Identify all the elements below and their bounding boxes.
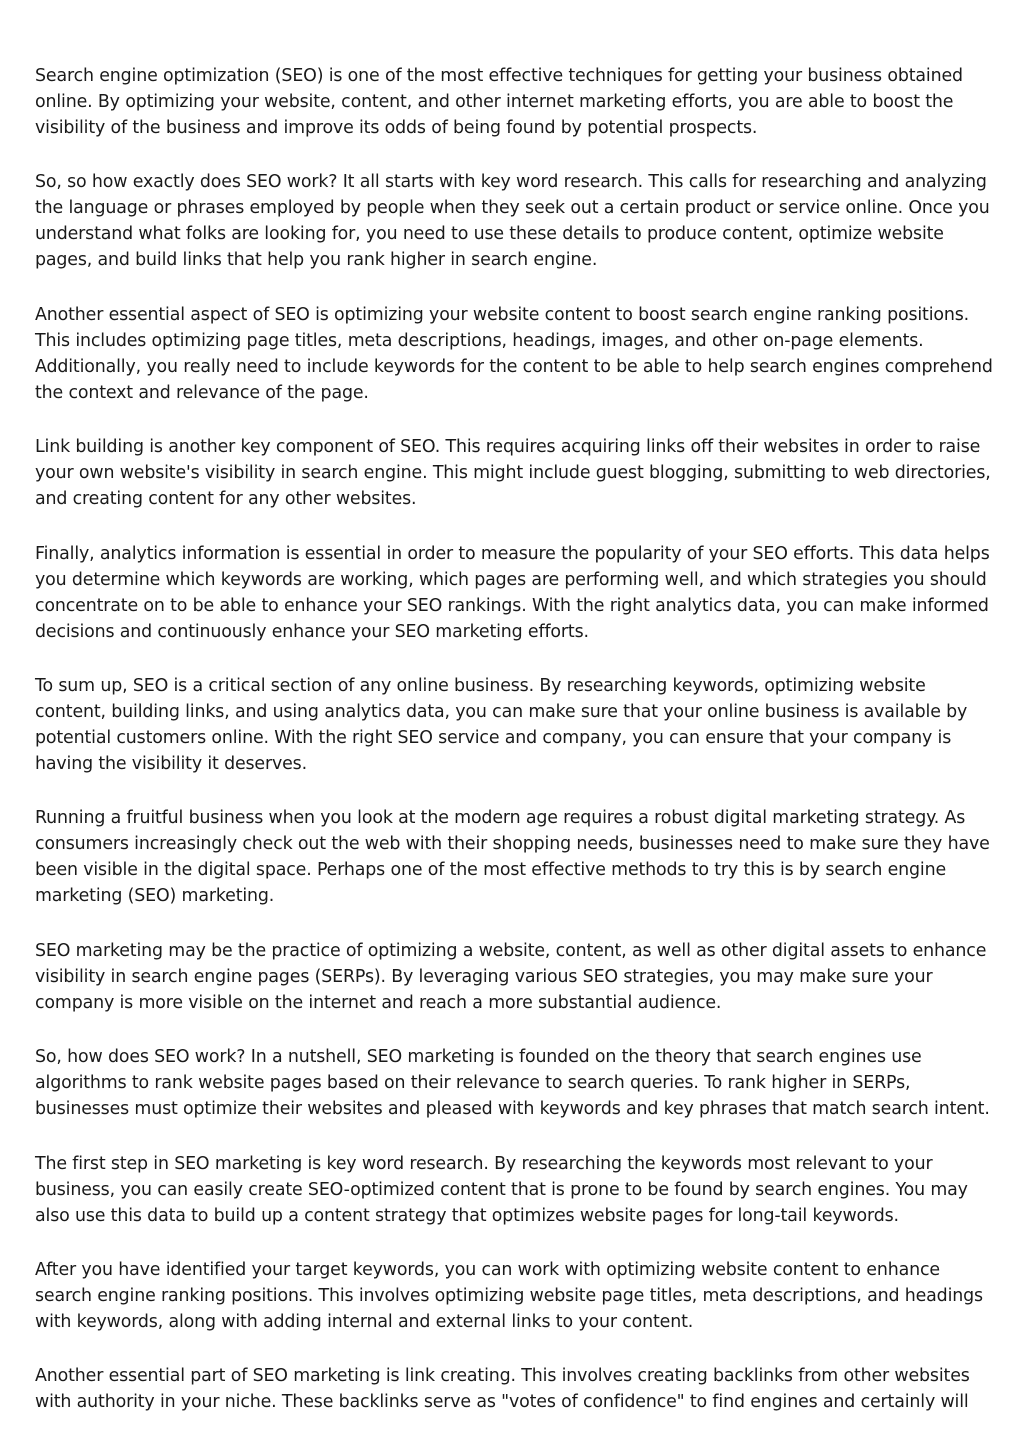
paragraph-6: To sum up, SEO is a critical section of any online business. By researching keywords, optimizing website content, building links, and using analytics data, you can make sure that your online business is available by potential customers online. With the right SEO service and company, you can ensure that your company is having the visibility it deserves. (35, 675, 968, 774)
paragraph-3: Another essential aspect of SEO is optimizing your website content to boost search engine ranking positions. This includes optimizing page titles, meta descriptions, headings, images, and other on-page elements. Additionally, you really need to include keywords for the content to be able to help search engines comprehend the context and relevance of the page. (35, 304, 993, 403)
paragraph-12: Another essential part of SEO marketing is link creating. This involves creating backlinks from other websites with authority in your niche. These backlinks serve as "votes of confidence" to find engines and certainly will (35, 1366, 970, 1413)
paragraph-9: So, how does SEO work? In a nutshell, SEO marketing is founded on the theory that search engines use algorithms to rank website pages based on their relevance to search queries. To rank higher in SERPs, businesses must optimize their websites and pleased with keywords and key phrases that match search intent. (35, 1047, 990, 1120)
paragraph-2: So, so how exactly does SEO work? It all starts with key word research. This calls for researching and analyzing the language or phrases employed by people when they seek out a certain product or service online. Once you understand what folks are looking for, you need to use these details to produce content, optimize website pages, and build links that help you rank higher in search engine. (35, 172, 990, 271)
paragraph-8: SEO marketing may be the practice of optimizing a website, content, as well as other digital assets to enhance visibility in search engine pages (SERPs). By leveraging various SEO strategies, you may make sure your company is more visible on the internet and reach a more substantial audience. (35, 940, 987, 1013)
paragraph-7: Running a fruitful business when you look at the modern age requires a robust digital marketing strategy. As consumers increasingly check out the web with their shopping needs, businesses need to make sure they have been visible in the digital space. Perhaps one of the most effective methods to try this is by search engine marketing (SEO) marketing. (35, 808, 990, 907)
paragraph-1: Search engine optimization (SEO) is one of the most effective techniques for getting your business obtained online. By optimizing your website, content, and other internet marketing efforts, you are able to boost the visibility of the business and improve its odds of being found by potential prospects. (35, 66, 963, 138)
paragraph-10: The first step in SEO marketing is key word research. By researching the keywords most relevant to your business, you can easily create SEO-optimized content that is prone to be found by search engines. You may also use this data to build up a content strategy that optimizes website pages for long-tail keywords. (35, 1153, 968, 1226)
paragraph-5: Finally, analytics information is essential in order to measure the popularity of your SEO efforts. This data helps you determine which keywords are working, which pages are performing well, and which strategies you should concentrate on to be able to enhance your SEO rankings. With the right analytics data, you can make informed decisions and continuously enhance your SEO marketing efforts. (35, 543, 990, 642)
paragraph-11: After you have identified your target keywords, you can work with optimizing website content to enhance search engine ranking positions. This involves optimizing website page titles, meta descriptions, and headings with keywords, along with adding internal and external links to your content. (35, 1259, 983, 1332)
document-body (35, 63, 995, 1415)
paragraph-4: Link building is another key component of SEO. This requires acquiring links off their websites in order to raise your own website's visibility in search engine. This might include guest blogging, submitting to web directories, and creating content for any other websites. (35, 437, 991, 510)
